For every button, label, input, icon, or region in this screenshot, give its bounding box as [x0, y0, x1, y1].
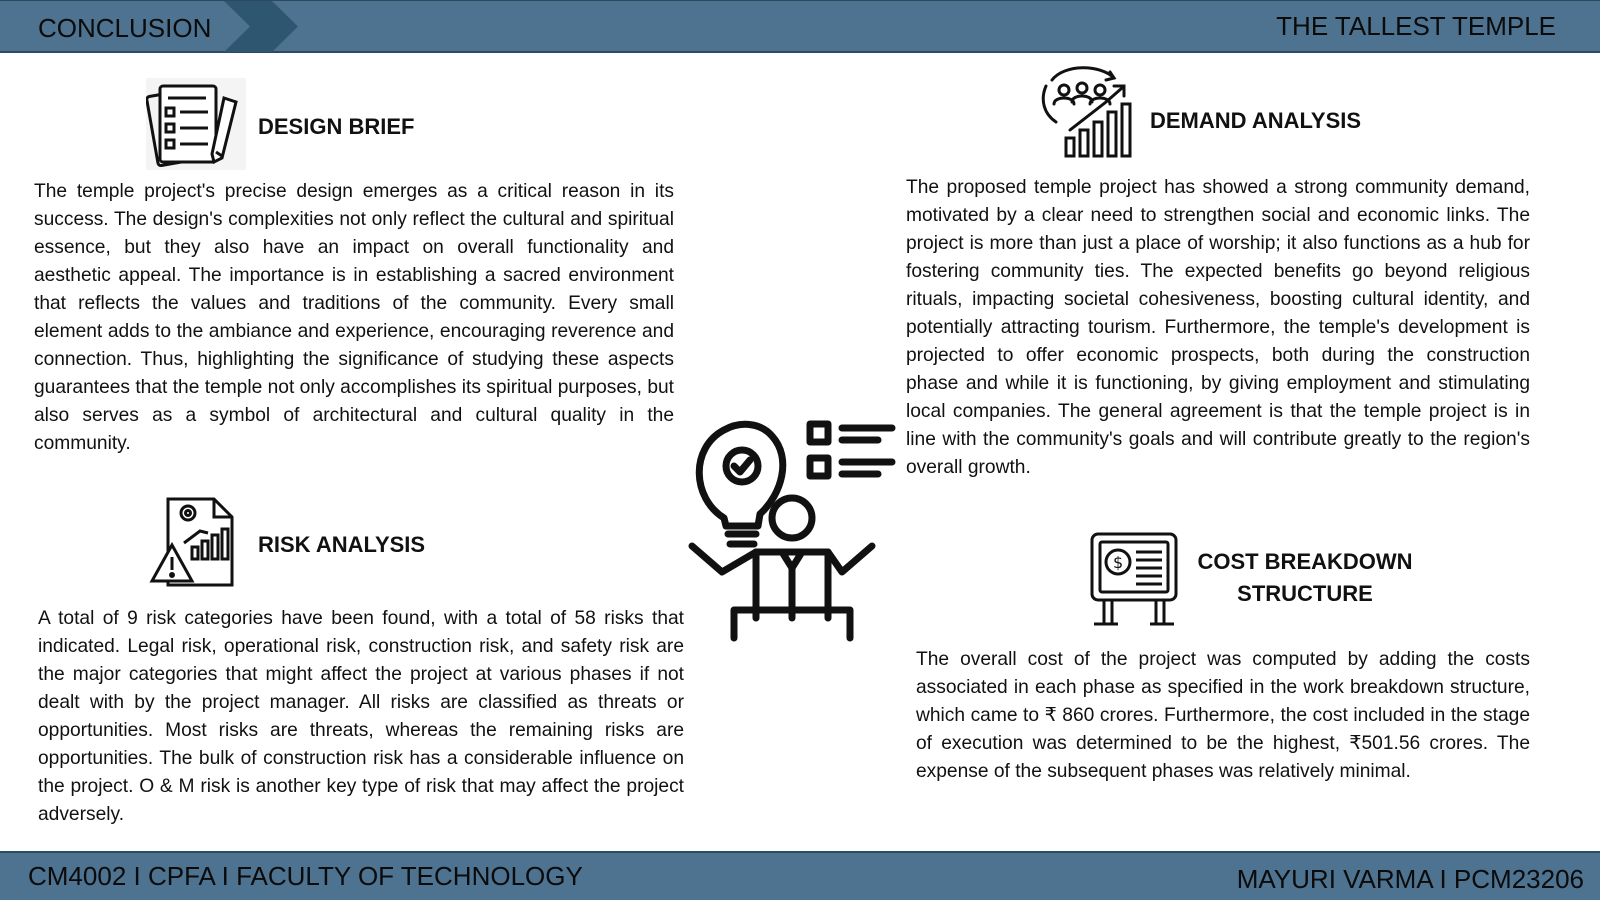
- cost-breakdown-heading-line1: COST BREAKDOWN: [1197, 549, 1413, 574]
- cost-breakdown-heading: [1190, 546, 1420, 610]
- cost-board-icon: [1088, 532, 1180, 630]
- chevron-arrow-icon: [224, 1, 304, 52]
- risk-report-icon: [148, 497, 238, 589]
- cost-breakdown-text: The overall cost of the project was computed by adding the costs associated in each phase as specified in the work breakdown structure, which came to ₹ 860 crores. Furthermore, the cost included in the stage of execution was determined to be the highest, ₹501.56 crores. The expense of the subsequent phases was relatively minimal.: [916, 649, 1530, 782]
- design-brief-text: The temple project's precise design emerges as a critical reason in its success. The design's complexities not only reflect the cultural and spiritual essence, but they also have an impact on overall functionality and aesthetic appeal. The importance is in establishing a sacred environment that reflects the values and traditions of the community. Every small element adds to the ambiance and experience, encouraging reverence and connection. Thus, highlighting the significance of studying these aspects guarantees that the temple not only accomplishes its spiritual purposes, but also serves as a symbol of architectural and cultural quality in the community.: [34, 181, 674, 454]
- cost-breakdown-heading-line2: STRUCTURE: [1237, 581, 1373, 606]
- page-title: THE TALLEST TEMPLE: [1276, 11, 1556, 41]
- design-brief-heading: DESIGN BRIEF: [258, 114, 415, 139]
- idea-person-checklist-icon: [682, 418, 902, 646]
- demand-analysis-heading: DEMAND ANALYSIS: [1150, 108, 1362, 133]
- footer-author: MAYURI VARMA I PCM23206: [1236, 864, 1584, 894]
- section-title: CONCLUSION: [38, 13, 212, 43]
- footer-course: CM4002 I CPFA I FACULTY OF TECHNOLOGY: [28, 861, 583, 891]
- dollar-glyph: $: [1113, 553, 1124, 572]
- risk-analysis-heading: RISK ANALYSIS: [258, 532, 426, 557]
- footer-bar: [0, 851, 1600, 900]
- demand-analysis-text: The proposed temple project has showed a strong community demand, motivated by a clear need to strengthen social and economic links. The project is more than just a place of worship; it also functions as a hub for fostering community ties. The expected benefits go beyond religious rituals, impacting societal cohesiveness, boosting cultural identity, and potentially attracting tourism. Furthermore, the temple's development is projected to offer economic prospects, both during the construction phase and while it is functioning, by giving employment and stimulating local companies. The general agreement is that the temple project is in line with the community's goals and will contribute greatly to the region's overall growth.: [906, 177, 1530, 478]
- header-bar: [0, 0, 1600, 53]
- checklist-document-icon: [146, 78, 246, 170]
- risk-analysis-text: A total of 9 risk categories have been found, with a total of 58 risks that indicated. Legal risk, operational risk, construction risk, and safety risk are the major categories that might affect the project at various phases if not dealt with by the project manager. All risks are classified as threats or opportunities. Most risks are threats, whereas the remaining risks are opportunities. The bulk of construction risk has a considerable influence on the project. O & M risk is another key type of risk that may affect the project adversely.: [38, 608, 684, 825]
- community-growth-icon: [1040, 66, 1140, 160]
